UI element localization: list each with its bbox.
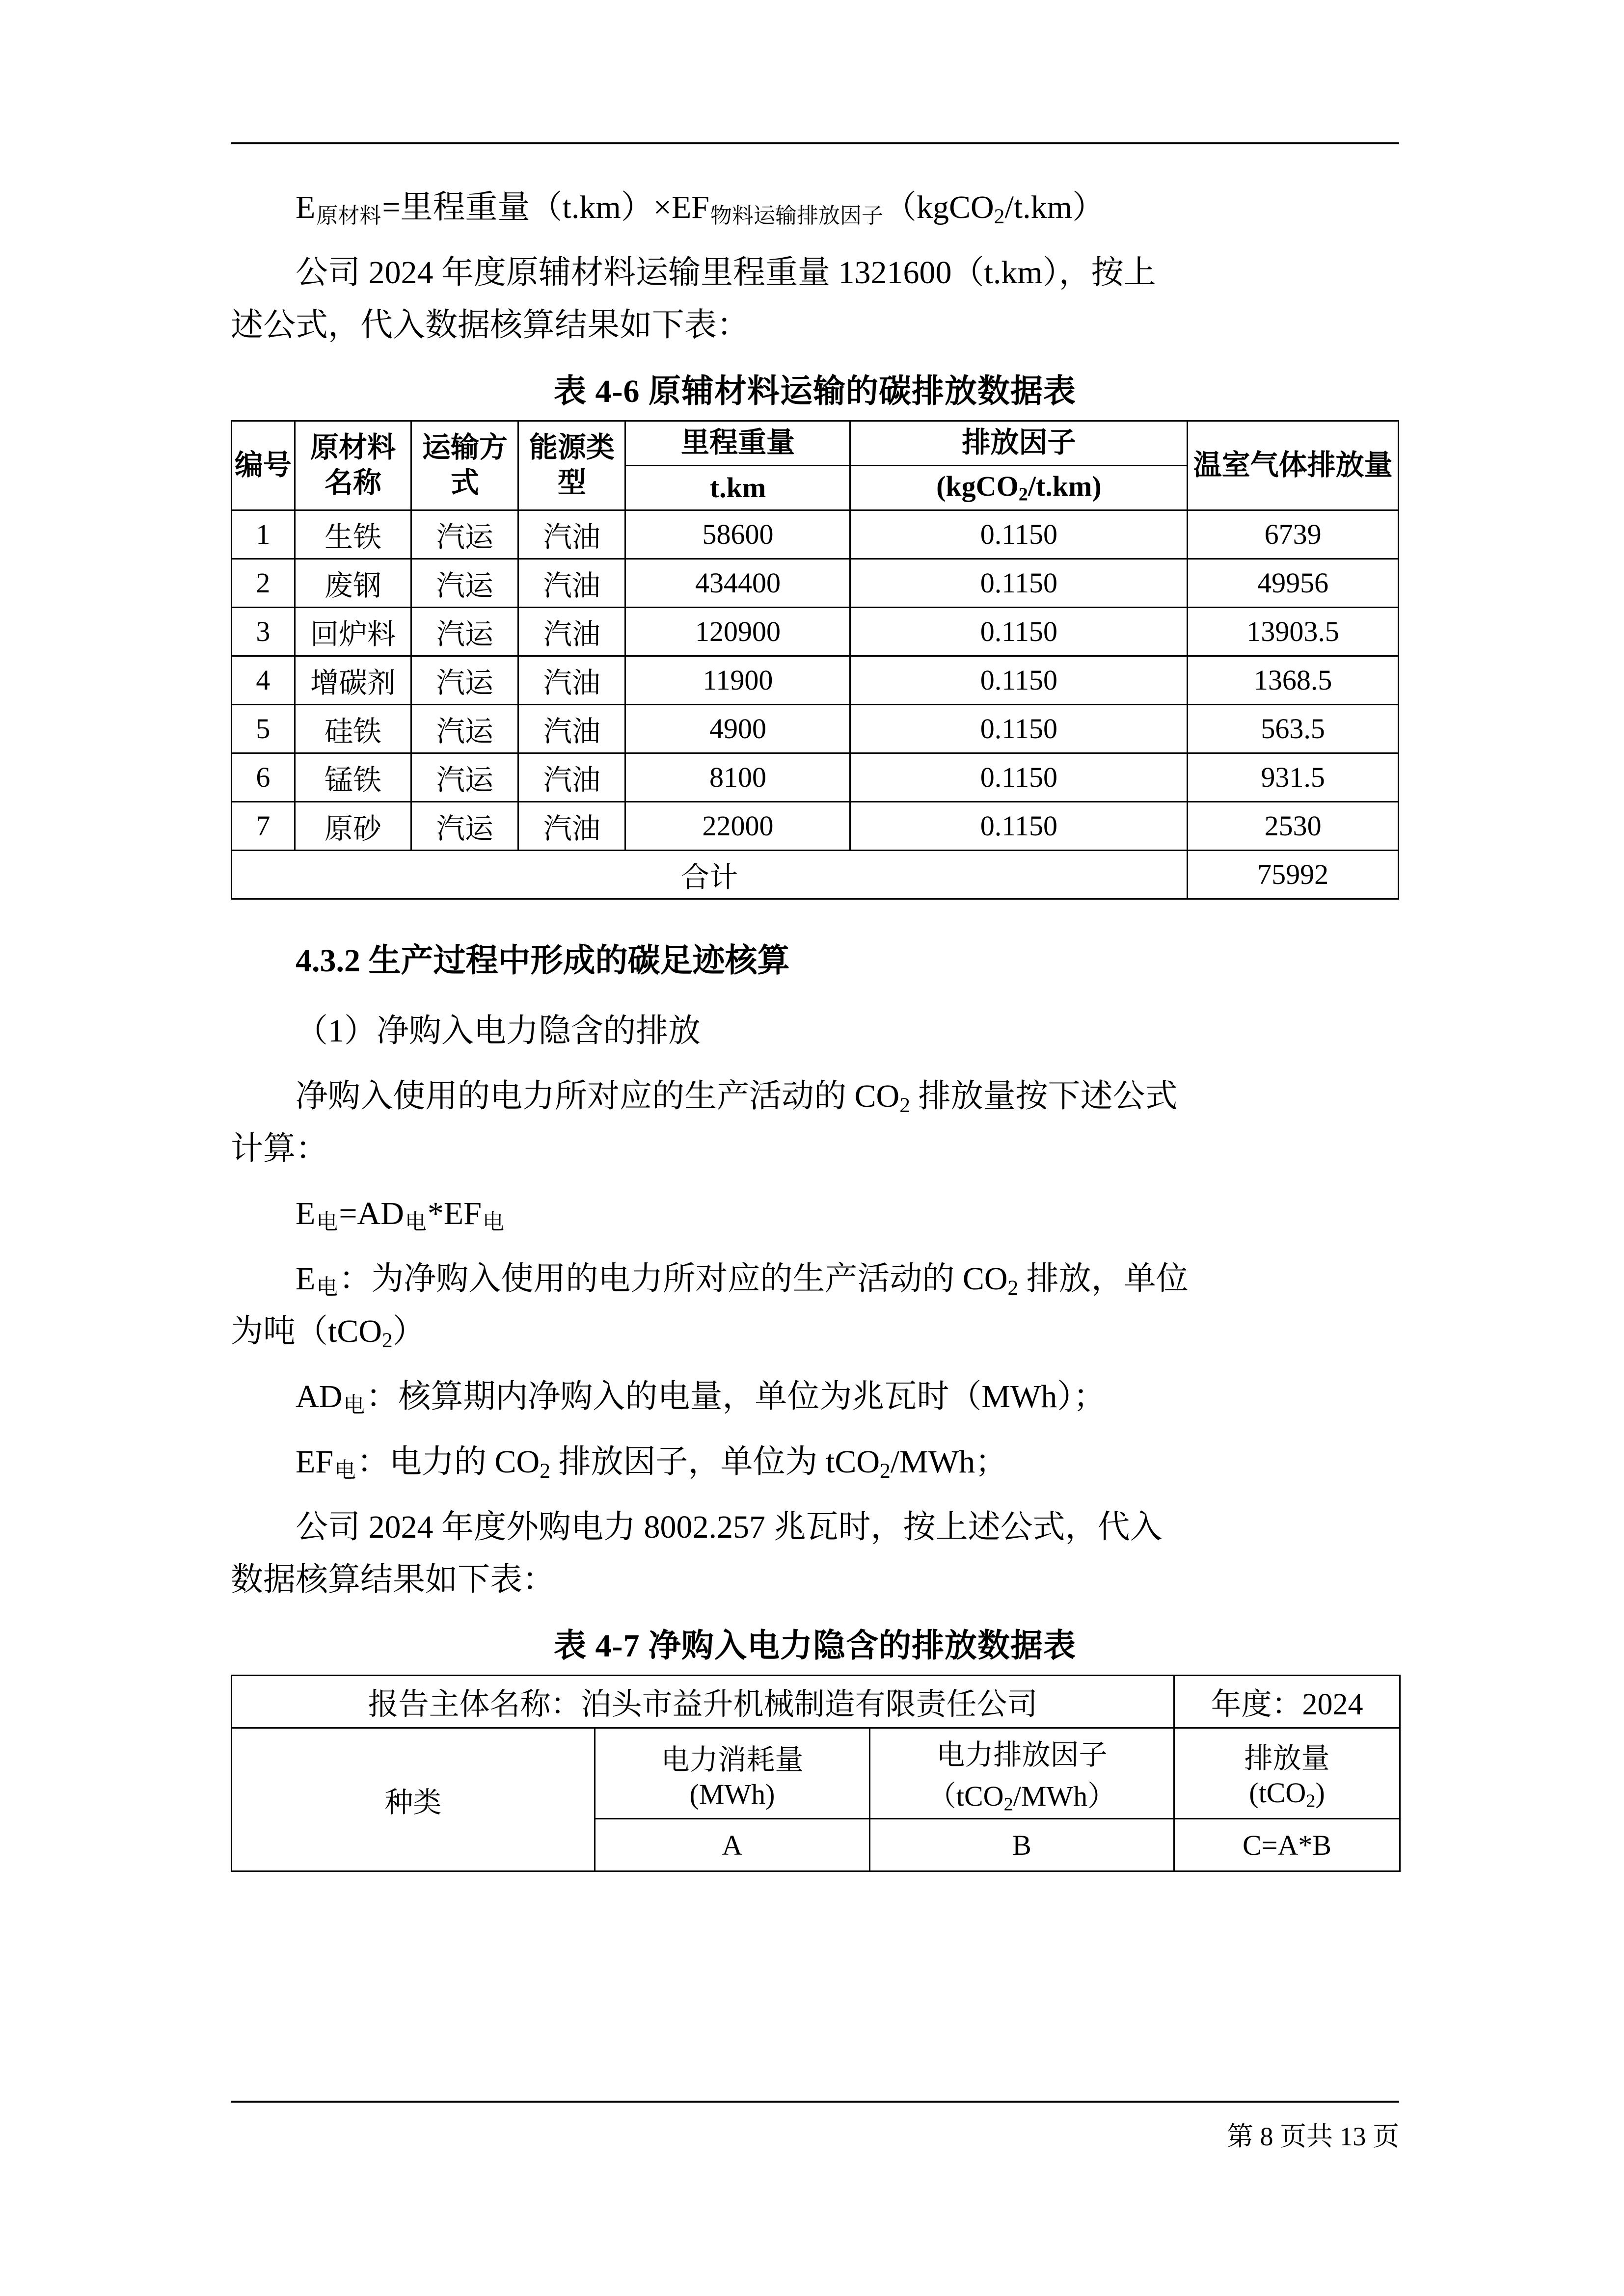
def-e-unit-b: ） [392, 1313, 425, 1350]
header-energy: 能源类型 [518, 421, 625, 510]
header-consumption: 电力消耗量 (MWh) [595, 1728, 870, 1819]
cell-emission: 2530 [1188, 801, 1399, 850]
cell-factor: 0.1150 [850, 801, 1188, 850]
table-row-total [232, 850, 1399, 899]
code-c: C=A*B [1174, 1819, 1400, 1871]
cell-energy: 汽油 [518, 510, 625, 559]
item-1-title: （1）净购入电力隐含的排放 [296, 1013, 701, 1049]
table-row [232, 607, 1399, 656]
total-value: 75992 [1188, 850, 1399, 899]
page-footer: 第 8 页共 13 页 [1227, 2122, 1399, 2151]
header-factor: 排放因子 [850, 421, 1188, 465]
cell-transport: 汽运 [411, 801, 518, 850]
header-emission: 温室气体排放量 [1188, 421, 1399, 510]
cell-no: 2 [232, 559, 295, 607]
table-row [232, 510, 1399, 559]
paragraph-electricity-line2: 计算： [231, 1130, 328, 1167]
def-e-text: ：为净购入使用的电力所对应的生产活动的 CO [339, 1261, 1008, 1297]
unit-mileage: t.km [625, 465, 850, 510]
paragraph-purchase-line1: 公司 2024 年度外购电力 8002.257 兆瓦时，按上述公式，代入 [296, 1509, 1163, 1545]
total-label: 合计 [232, 850, 1188, 899]
formula-suffix: （kgCO [884, 189, 994, 225]
def-e-letter: E [296, 1261, 316, 1297]
cell-transport: 汽运 [411, 704, 518, 753]
cell-material: 回炉料 [295, 607, 411, 656]
def-ad-text: ：核算期内净购入的电量，单位为兆瓦时（MWh）； [366, 1379, 1106, 1415]
cell-energy: 汽油 [518, 753, 625, 801]
paragraph-mileage-line2: 述公式，代入数据核算结果如下表： [231, 307, 749, 343]
cell-mileage: 4900 [625, 704, 850, 753]
table-row [232, 559, 1399, 607]
formula-ad-sub: 电 [405, 1210, 427, 1234]
table-4-7-caption: 表 4-7 净购入电力隐含的排放数据表 [554, 1628, 1076, 1664]
table-row-header [232, 1728, 1400, 1819]
section-heading-4-3-2: 4.3.2 生产过程中形成的碳足迹核算 [296, 942, 790, 979]
table-row [232, 704, 1399, 753]
formula-subscript-factor: 物料运输排放因子 [710, 203, 883, 228]
table-4-7 [231, 1675, 1401, 1872]
cell-no: 1 [232, 510, 295, 559]
cell-energy: 汽油 [518, 704, 625, 753]
definition-e-line1 [231, 1253, 1399, 1306]
def-e-unit-sub: 2 [382, 1329, 393, 1353]
table-row [232, 753, 1399, 801]
cell-transport: 汽运 [411, 510, 518, 559]
formula-electricity [231, 1188, 1399, 1240]
header-emission-factor: 电力排放因子 （tCO$_2$/MWh） [870, 1728, 1174, 1819]
header-rule [231, 142, 1399, 144]
para2-b: 排放量按下述公式 [910, 1078, 1178, 1114]
def-ef-letter: EF [296, 1444, 334, 1480]
table-row [232, 656, 1399, 704]
header-emission-amount: 排放量 (tCO$_2$) [1174, 1728, 1400, 1819]
cell-emission: 931.5 [1188, 753, 1399, 801]
cell-emission: 49956 [1188, 559, 1399, 607]
code-b: B [870, 1819, 1174, 1871]
header-transport: 运输方式 [411, 421, 518, 510]
cell-transport: 汽运 [411, 656, 518, 704]
para2-a: 净购入使用的电力所对应的生产活动的 CO [296, 1078, 900, 1114]
cell-emission: 13903.5 [1188, 607, 1399, 656]
def-ef-co2-sub2: 2 [880, 1459, 891, 1483]
def-e-unit-a: 为吨（tCO [231, 1313, 382, 1350]
cell-factor: 0.1150 [850, 607, 1188, 656]
header-category: 种类 [232, 1728, 595, 1871]
document-body [231, 182, 1399, 1872]
cell-factor: 0.1150 [850, 656, 1188, 704]
definition-ef [231, 1436, 1399, 1489]
table-4-6 [231, 420, 1399, 900]
cell-no: 7 [232, 801, 295, 850]
cell-mileage: 120900 [625, 607, 850, 656]
formula-ef: *EF [427, 1196, 482, 1232]
header-no: 编号 [232, 421, 295, 510]
formula-ef-sub: 电 [482, 1210, 504, 1234]
paragraph-purchase-line2: 数据核算结果如下表： [231, 1561, 555, 1598]
def-ef-text: ：电力的 CO [357, 1444, 540, 1480]
formula-co2-sub: 2 [994, 204, 1005, 228]
definition-e-line2 [231, 1306, 1399, 1358]
def-e-text2: 排放，单位 [1018, 1261, 1189, 1297]
cell-emission: 563.5 [1188, 704, 1399, 753]
report-year: 年度：2024 [1174, 1675, 1400, 1728]
formula-e-letter: E [296, 1196, 316, 1232]
definition-ad [231, 1371, 1399, 1423]
cell-emission: 1368.5 [1188, 656, 1399, 704]
cell-mileage: 58600 [625, 510, 850, 559]
report-subject: 报告主体名称：泊头市益升机械制造有限责任公司 [232, 1675, 1174, 1728]
footer-rule [231, 2101, 1399, 2103]
unit-factor: (kgCO$_2$/t.km) [850, 465, 1188, 510]
cell-energy: 汽油 [518, 559, 625, 607]
header-mileage: 里程重量 [625, 421, 850, 465]
formula-e-sub: 电 [316, 1210, 338, 1234]
para2-co2-sub: 2 [899, 1093, 910, 1117]
cell-mileage: 11900 [625, 656, 850, 704]
def-ad-letter: AD [296, 1379, 343, 1415]
cell-material: 硅铁 [295, 704, 411, 753]
cell-energy: 汽油 [518, 607, 625, 656]
header-material: 原材料名称 [295, 421, 411, 510]
def-ef-sub: 电 [334, 1458, 356, 1482]
formula-ad: =AD [339, 1196, 404, 1232]
cell-energy: 汽油 [518, 801, 625, 850]
formula-subscript-material: 原材料 [316, 203, 381, 228]
cell-mileage: 22000 [625, 801, 850, 850]
table-row [232, 801, 1399, 850]
cell-no: 6 [232, 753, 295, 801]
table-row-header [232, 421, 1399, 465]
cell-material: 废钢 [295, 559, 411, 607]
formula-materials [231, 182, 1399, 234]
cell-mileage: 8100 [625, 753, 850, 801]
formula-e: E [296, 189, 316, 225]
def-ef-text3: /MWh； [890, 1444, 1008, 1480]
cell-material: 生铁 [295, 510, 411, 559]
cell-mileage: 434400 [625, 559, 850, 607]
code-a: A [595, 1819, 870, 1871]
cell-factor: 0.1150 [850, 510, 1188, 559]
paragraph-mileage-line1: 公司 2024 年度原辅材料运输里程重量 1321600（t.km），按上 [296, 254, 1156, 291]
cell-transport: 汽运 [411, 607, 518, 656]
formula-suffix-end: /t.km） [1004, 189, 1105, 225]
def-e-sub: 电 [316, 1275, 338, 1300]
paragraph-electricity-line1 [231, 1070, 1399, 1123]
table-row-subject [232, 1675, 1400, 1728]
cell-transport: 汽运 [411, 559, 518, 607]
formula-mid: =里程重量（t.km）×EF [382, 189, 709, 225]
cell-material: 增碳剂 [295, 656, 411, 704]
cell-material: 锰铁 [295, 753, 411, 801]
cell-transport: 汽运 [411, 753, 518, 801]
cell-factor: 0.1150 [850, 704, 1188, 753]
cell-no: 5 [232, 704, 295, 753]
cell-no: 4 [232, 656, 295, 704]
table-4-6-caption: 表 4-6 原辅材料运输的碳排放数据表 [554, 373, 1076, 409]
def-ef-co2-sub: 2 [540, 1459, 550, 1483]
def-ad-sub: 电 [343, 1392, 365, 1417]
def-e-co2-sub: 2 [1007, 1276, 1019, 1300]
cell-factor: 0.1150 [850, 753, 1188, 801]
cell-factor: 0.1150 [850, 559, 1188, 607]
cell-energy: 汽油 [518, 656, 625, 704]
cell-material: 原砂 [295, 801, 411, 850]
cell-emission: 6739 [1188, 510, 1399, 559]
cell-no: 3 [232, 607, 295, 656]
def-ef-text2: 排放因子，单位为 tCO [550, 1444, 880, 1480]
